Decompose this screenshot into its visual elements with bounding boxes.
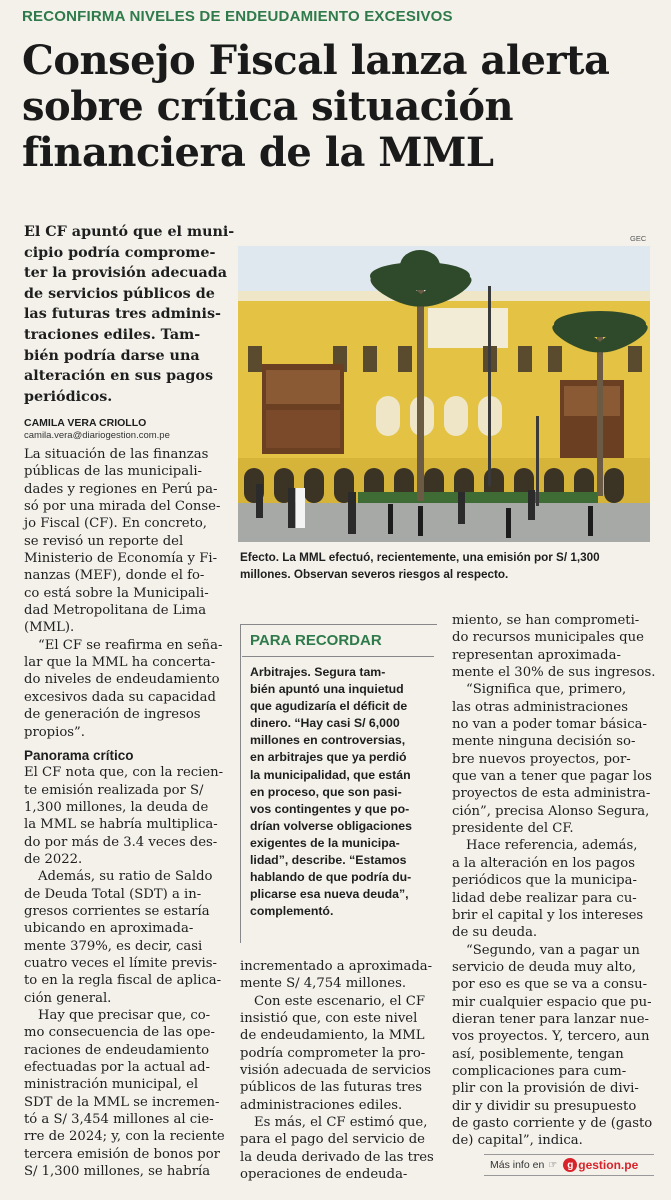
body-line: El CF nota que, con la recien-: [24, 765, 224, 781]
para-recordar-title: PARA RECORDAR: [250, 632, 382, 649]
body-line: do recursos municipales que: [452, 630, 644, 646]
body-line: Hay que precisar que, co-: [38, 1008, 211, 1023]
body-line: plir con la provisión de divi-: [452, 1081, 639, 1097]
box-line: plicarse esa nueva deuda”,: [250, 887, 409, 902]
body-line: só por una mirada del Conse-: [24, 499, 221, 515]
lead-line: El CF apuntó que el muni-: [24, 224, 235, 240]
body-line: cuatro veces el límite previs-: [24, 955, 217, 971]
body-line: de Deuda Total (SDT) a in-: [24, 886, 202, 902]
body-column-3: [452, 612, 656, 1150]
body-column-1: [24, 446, 224, 1180]
body-line: mente ninguna decisión so-: [452, 734, 636, 750]
body-line: ción”, precisa Alonso Segura,: [452, 803, 650, 819]
box-line: dinero. “Hay casi S/ 6,000: [250, 716, 400, 731]
body-line: de generación de ingresos: [24, 707, 201, 723]
body-line: proyectos de esta administra-: [452, 786, 651, 802]
kicker: RECONFIRMA NIVELES DE ENDEUDAMIENTO EXCESIVOS: [22, 8, 453, 25]
lead-line: traciones ediles. Tam-: [24, 326, 201, 343]
box-line: complementó.: [250, 904, 334, 919]
body-line: ción general.: [24, 990, 112, 1006]
body-line: para el pago del servicio de: [240, 1132, 425, 1148]
body-line: co está sobre la Municipali-: [24, 585, 209, 601]
box-line: la municipalidad, que están: [250, 767, 411, 782]
body-line: tó a S/ 3,454 millones al cie-: [24, 1112, 214, 1128]
body-line: propios”.: [24, 724, 85, 740]
body-line: mente el 30% de sus ingresos.: [452, 665, 656, 681]
body-line: insistió que, con este nivel: [240, 1011, 418, 1027]
body-line: de) capital”, indica.: [452, 1133, 583, 1149]
body-line: de 2022.: [24, 851, 83, 867]
body-line: dieran tener para lanzar nue-: [452, 1011, 650, 1027]
gestion-logo-icon: g: [563, 1158, 577, 1172]
body-line: presidente del CF.: [452, 821, 574, 837]
body-line: dades y regiones en Perú pa-: [24, 481, 218, 497]
body-line: efectuadas por la actual ad-: [24, 1060, 211, 1076]
body-line: incrementado a aproximada-: [240, 959, 433, 974]
box-line: que agudizaría el déficit de: [250, 699, 408, 714]
box-line: en proceso, que son pasi-: [250, 784, 402, 799]
body-line: dad Metropolitana de Lima: [24, 603, 207, 619]
box-line: hablando de que podría du-: [250, 870, 412, 885]
body-line: Además, su ratio de Saldo: [38, 869, 213, 885]
body-line: así, posiblemente, tengan: [452, 1046, 624, 1062]
body-line: Es más, el CF estimó que,: [254, 1115, 428, 1131]
body-line: do por más de 3.4 veces des-: [24, 834, 218, 850]
headline-line: sobre crítica situación: [22, 83, 514, 130]
body-line: “El CF se reafirma en seña-: [38, 637, 223, 653]
body-line: lidad debe realizar para cu-: [452, 890, 637, 906]
body-line: te emisión realizada por S/: [24, 782, 204, 798]
box-line: bién apuntó una inquietud: [250, 682, 404, 697]
body-line: raciones de endeudamiento: [24, 1042, 210, 1058]
body-line: “Significa que, primero,: [466, 682, 627, 698]
body-line: públicas de las municipali-: [24, 464, 203, 480]
author-email[interactable]: camila.vera@diariogestion.com.pe: [24, 430, 170, 441]
body-line: operaciones de endeuda-: [240, 1167, 408, 1183]
body-line: (MML).: [24, 620, 75, 636]
headline: [22, 38, 662, 176]
body-line: lar que la MML ha concerta-: [24, 655, 216, 671]
lead-line: de servicios públicos de: [24, 285, 215, 302]
gestion-site: gestion.pe: [578, 1158, 639, 1172]
body-line: brir el capital y los intereses: [452, 907, 644, 923]
body-line: la MML se habría multiplica-: [24, 817, 218, 833]
municipal-palace-photo: [238, 246, 650, 542]
lead-line: bién podría darse una: [24, 347, 200, 364]
photo-caption: [240, 549, 660, 583]
body-line: vos proyectos. Y, tercero, aun: [452, 1029, 650, 1045]
body-line: mo consecuencia de las ope-: [24, 1025, 215, 1041]
body-line: to en la regla fiscal de aplica-: [24, 973, 222, 989]
body-line: bre nuevos proyectos, por-: [452, 751, 631, 767]
body-line: representan aproximada-: [452, 647, 621, 663]
body-line: ubicando en aproximada-: [24, 921, 194, 937]
body-line: servicio de deuda muy alto,: [452, 959, 637, 975]
body-line: SDT de la MML se incremen-: [24, 1094, 220, 1110]
body-line: gresos corrientes se estaría: [24, 903, 210, 919]
body-line: La situación de las finanzas: [24, 447, 209, 462]
headline-line: Consejo Fiscal lanza alerta: [22, 37, 610, 84]
body-line: rre de 2024; y, con la reciente: [24, 1129, 225, 1145]
body-line: de su deuda.: [452, 925, 538, 941]
gestion-logo[interactable]: [563, 1158, 638, 1172]
body-line: dir y dividir su presupuesto: [452, 1098, 637, 1114]
body-line: que van a tener que pagar los: [452, 769, 652, 785]
more-info-link[interactable]: [484, 1154, 654, 1176]
body-line: ministración municipal, el: [24, 1077, 199, 1093]
box-line: exigentes de la municipa-: [250, 835, 400, 850]
body-line: Ministerio de Economía y Fi-: [24, 551, 218, 567]
body-line: miento, se han comprometi-: [452, 613, 640, 628]
body-line: S/ 1,300 millones, se habría: [24, 1164, 211, 1180]
lead-line: periódicos.: [24, 388, 113, 405]
box-line: en arbitrajes que ya perdió: [250, 750, 407, 765]
lead-paragraph: [24, 222, 235, 407]
body-line: administraciones ediles.: [240, 1097, 403, 1113]
cursor-icon: ☞: [548, 1159, 558, 1171]
box-line: drían volverse obligaciones: [250, 818, 412, 833]
body-line: las otras administraciones: [452, 699, 628, 715]
box-line: Arbitrajes. Segura tam-: [250, 665, 386, 679]
body-line: tercera emisión de bonos por: [24, 1146, 220, 1162]
body-line: jo Fiscal (CF). En concreto,: [24, 516, 207, 532]
author-name: CAMILA VERA CRIOLLO: [24, 417, 147, 429]
body-line: de endeudamiento, la MML: [240, 1028, 425, 1044]
lead-line: alteración en sus pagos: [24, 368, 214, 385]
subheading-panorama: Panorama crítico: [24, 747, 134, 763]
body-line: mente S/ 4,754 millones.: [240, 976, 407, 992]
lead-line: las futuras tres adminis-: [24, 306, 221, 323]
caption-line: millones. Observan severos riesgos al respecto.: [240, 568, 509, 581]
body-line: mir cualquier espacio que pu-: [452, 994, 652, 1010]
body-line: por eso es que se va a consu-: [452, 977, 648, 993]
body-line: “Segundo, van a pagar un: [466, 942, 640, 958]
body-line: complicaciones para cum-: [452, 1063, 627, 1079]
body-line: no van a poder tomar básica-: [452, 717, 647, 733]
body-line: públicos de las futuras tres: [240, 1080, 423, 1096]
headline-line: financiera de la MML: [22, 129, 494, 176]
box-divider: [242, 656, 434, 657]
body-line: 1,300 millones, la deuda de: [24, 799, 209, 815]
body-line: excesivos dada su capacidad: [24, 689, 216, 705]
more-info-label: Más info en: [490, 1159, 545, 1171]
lead-line: ter la provisión adecuada: [24, 265, 228, 282]
body-line: podría comprometer la pro-: [240, 1045, 426, 1061]
box-line: millones en controversias,: [250, 733, 406, 748]
photo-credit: GEC: [630, 234, 647, 243]
body-line: Hace referencia, además,: [466, 838, 638, 854]
caption-line: Efecto. La MML efectuó, recientemente, una emisión por S/ 1,300: [240, 551, 600, 564]
body-line: periódicos que la municipa-: [452, 873, 637, 889]
para-recordar-text: [250, 664, 412, 920]
body-column-2: [240, 958, 440, 1183]
body-line: a la alteración en los pagos: [452, 855, 635, 871]
body-line: la deuda derivado de las tres: [240, 1149, 434, 1165]
body-line: se revisó un reporte del: [24, 533, 184, 549]
body-line: visión adecuada de servicios: [240, 1063, 431, 1079]
body-line: nanzas (MEF), donde el fo-: [24, 568, 205, 584]
body-line: de gasto corriente y de (gasto: [452, 1115, 653, 1131]
box-line: vos contingentes y que po-: [250, 801, 410, 816]
body-line: Con este escenario, el CF: [254, 993, 425, 1009]
lead-line: cipio podría comprome-: [24, 244, 216, 261]
body-line: mente 379%, es decir, casi: [24, 938, 203, 954]
body-line: do niveles de endeudamiento: [24, 672, 220, 688]
box-line: lidad”, describe. “Estamos: [250, 853, 407, 868]
